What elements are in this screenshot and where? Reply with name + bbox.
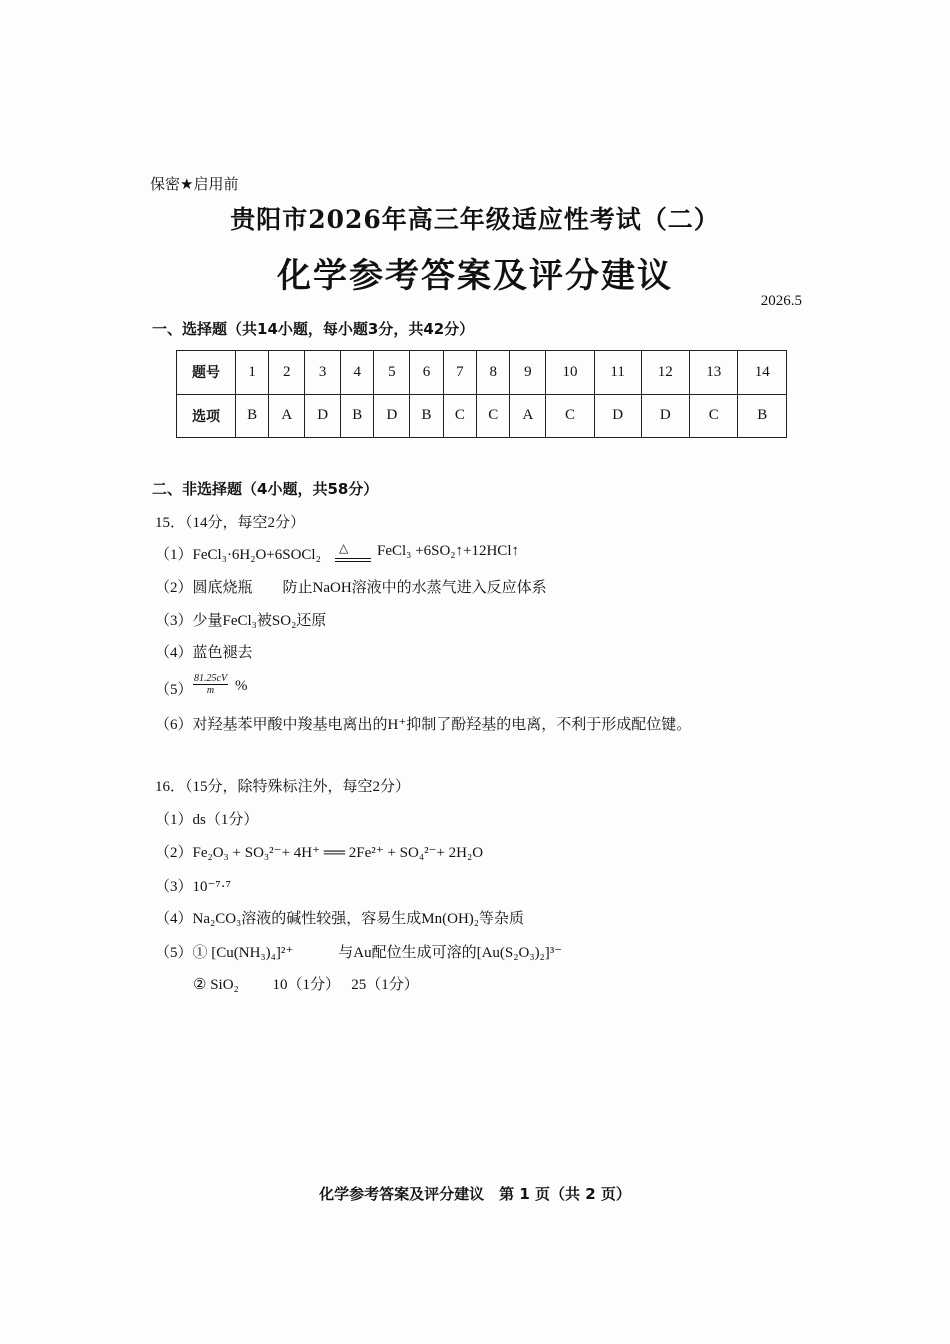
q16-answer-5-1: （5）① [Cu(NH₃)₄]²⁺ 与Au配位生成可溶的[Au(S₂O₃)₂]³⁻ — [155, 945, 563, 961]
answer-cell: A — [269, 394, 305, 438]
q15-answer-1-right: FeCl₃ +6SO₂↑+12HCl↑ — [377, 543, 519, 559]
q16-title: 16．（15分，除特殊标注外，每空2分） — [155, 779, 411, 795]
q15-answer-6: （6）对羟基苯甲酸中羧基电离出的H⁺抑制了酚羟基的电离，不利于形成配位键。 — [155, 717, 692, 733]
confidential-label: 保密★启用前 — [150, 175, 239, 193]
question-number-cell: 11 — [594, 351, 641, 395]
answer-cell: D — [641, 394, 689, 438]
answer-cell: C — [690, 394, 738, 438]
answer-cell: C — [477, 394, 510, 438]
fraction-denominator: m — [206, 685, 215, 696]
answer-cell: A — [510, 394, 546, 438]
q15-answer-5-label: （5） — [155, 682, 193, 698]
q15-answer-4: （4）蓝色褪去 — [155, 645, 253, 661]
question-number-cell: 10 — [546, 351, 594, 395]
q16-answer-3: （3）10⁻⁷·⁷ — [155, 879, 231, 895]
row-label-choice: 选项 — [177, 394, 236, 438]
heat-condition: △ — [339, 541, 349, 555]
answer-cell: B — [738, 394, 787, 438]
answer-cell: D — [305, 394, 341, 438]
section2-heading: 二、非选择题（4小题，共58分） — [152, 480, 379, 498]
answer-cell: D — [374, 394, 410, 438]
question-number-cell: 4 — [341, 351, 374, 395]
question-number-cell: 13 — [690, 351, 738, 395]
exam-title: 贵阳市2026年高三年级适应性考试（二） — [230, 205, 720, 234]
q16-answer-2: （2）Fe₂O₃ + SO₃²⁻+ 4H⁺ ══ 2Fe²⁺ + SO₄²⁻+ 2H₂O — [155, 845, 484, 861]
section1-heading: 一、选择题（共14小题，每小题3分，共42分） — [152, 320, 475, 338]
answer-cell: B — [236, 394, 269, 438]
page-footer: 化学参考答案及评分建议 第 1 页（共 2 页） — [319, 1185, 631, 1203]
answer-cell: B — [341, 394, 374, 438]
answer-table — [176, 350, 787, 438]
answer-cell: D — [594, 394, 641, 438]
fraction-numerator: 81.25cV — [194, 673, 228, 684]
document-date: 2026.5 — [760, 293, 802, 309]
q16-answer-4: （4）Na₂CO₃溶液的碱性较强，容易生成Mn(OH)₂等杂质 — [155, 911, 525, 927]
question-number-cell: 7 — [443, 351, 476, 395]
question-number-cell: 1 — [236, 351, 269, 395]
equals-sign — [335, 558, 371, 562]
table-row-numbers — [177, 351, 787, 395]
q15-title: 15．（14分，每空2分） — [155, 515, 306, 531]
document-title: 化学参考答案及评分建议 — [277, 256, 673, 296]
question-number-cell: 12 — [641, 351, 689, 395]
question-number-cell: 2 — [269, 351, 305, 395]
question-number-cell: 3 — [305, 351, 341, 395]
fraction — [193, 673, 228, 696]
question-number-cell: 8 — [477, 351, 510, 395]
q16-answer-1: （1）ds（1分） — [155, 812, 259, 828]
percent-sign: % — [235, 678, 248, 694]
question-number-cell: 9 — [510, 351, 546, 395]
question-number-cell: 6 — [410, 351, 443, 395]
answer-cell: C — [546, 394, 594, 438]
table-row-answers — [177, 394, 787, 438]
q16-answer-5-2: ② SiO₂ 10（1分） 25（1分） — [193, 977, 419, 993]
q15-answer-1-left: （1）FeCl₃·6H₂O+6SOCl₂ — [155, 547, 321, 563]
answer-cell: C — [443, 394, 476, 438]
answer-cell: B — [410, 394, 443, 438]
row-label-number: 题号 — [177, 351, 236, 395]
question-number-cell: 5 — [374, 351, 410, 395]
q15-answer-3: （3）少量FeCl₃被SO₂还原 — [155, 613, 327, 629]
q15-answer-2: （2）圆底烧瓶 防止NaOH溶液中的水蒸气进入反应体系 — [155, 580, 547, 596]
question-number-cell: 14 — [738, 351, 787, 395]
